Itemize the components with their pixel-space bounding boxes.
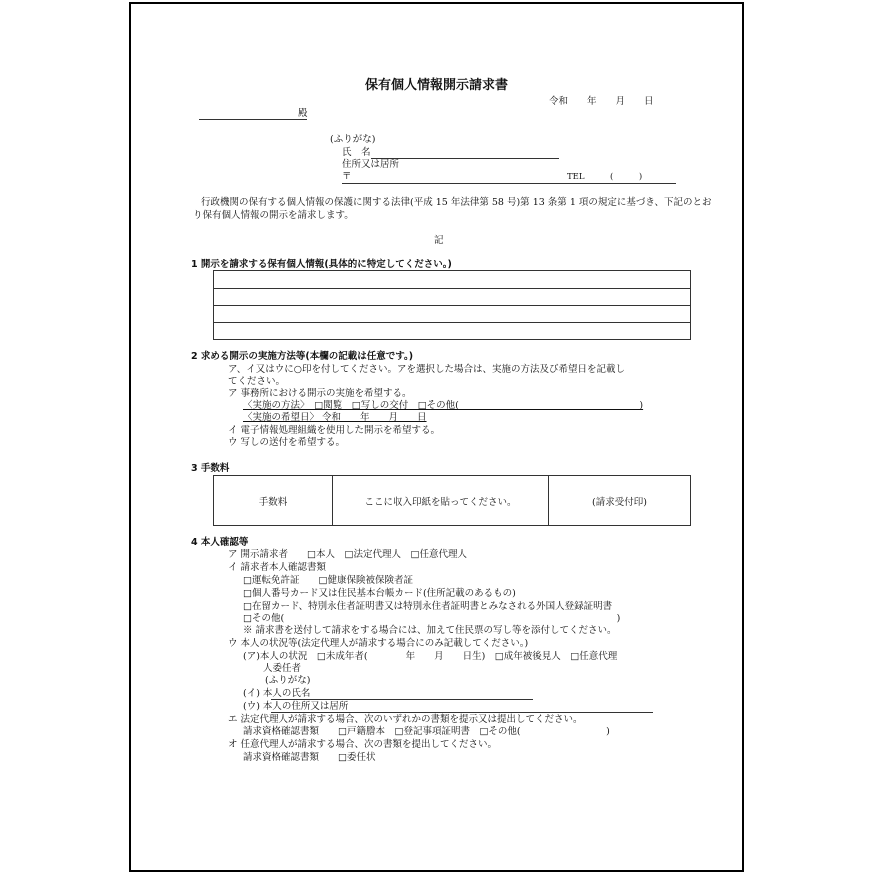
s4-line: (ふりがな) [265, 675, 311, 686]
furigana-label: (ふりがな) [330, 134, 376, 145]
s4-line: □個人番号カード又は住民基本台帳カード(住所記載のあるもの) [243, 588, 516, 599]
s4-line: イ 請求者本人確認書類 [228, 562, 327, 573]
option-a-date: 〈実施の希望日〉 令和 年 月 日 [243, 412, 427, 423]
s4-line: ※ 請求書を送付して請求をする場合には、加えて住民票の写し等を添付してください。 [243, 625, 617, 636]
addressee-line [199, 119, 307, 120]
info-row-line [214, 305, 690, 306]
s4-line: 請求資格確認書類 □戸籍謄本 □登記事項証明書 □その他( ) [243, 726, 610, 737]
info-row-line [214, 322, 690, 323]
principal-address-line [271, 712, 653, 713]
date-line: 令和 年 月 日 [549, 96, 654, 107]
section4-heading: 4 本人確認等 [191, 537, 249, 548]
section2-heading: 2 求める開示の実施方法等(本欄の記載は任意です。) [191, 351, 414, 362]
s4-line: エ 法定代理人が請求する場合、次のいずれかの書類を提示又は提出してください。 [228, 714, 583, 725]
option-a-method: 〈実施の方法〉 □閲覧 □写しの交付 □その他( ) [243, 400, 644, 411]
stamp-cell: ここに収入印紙を貼ってください。 [333, 476, 549, 525]
fee-cell: 手数料 [214, 476, 333, 525]
document-page [129, 2, 744, 872]
s4-line: □在留カード、特別永住者証明書又は特別永住者証明書とみなされる外国人登録証明書 [243, 601, 613, 612]
section1-heading: 1 開示を請求する保有個人情報(具体的に特定してください。) [191, 259, 452, 270]
s4-line: (ア)本人の状況 □未成年者( 年 月 日生) □成年被後見人 □任意代理 [243, 651, 618, 662]
section3-heading: 3 手数料 [191, 463, 230, 474]
option-a: ア 事務所における開示の実施を希望する。 [228, 388, 412, 399]
s4-line: □その他( ) [243, 613, 621, 624]
option-u: ウ 写しの送付を希望する。 [228, 437, 346, 448]
info-table [213, 270, 691, 340]
s4-line: 人委任者 [263, 663, 302, 674]
s4-line: オ 任意代理人が請求する場合、次の書類を提出してください。 [228, 739, 498, 750]
option-i: イ 電子情報処理組織を使用した開示を希望する。 [228, 425, 441, 436]
intro-text: 行政機関の保有する個人情報の保護に関する法律(平成 15 年法律第 58 号)第 13 条第 1 項の規定に基づき、下記のとおり保有個人情報の開示を請求します。 [193, 197, 712, 221]
s4-line: 請求資格確認書類 □委任状 [243, 752, 376, 763]
s4-line: (ウ) 本人の住所又は居所 [243, 701, 349, 712]
tel-label: TEL ( ) [567, 172, 643, 182]
ki-mark: 記 [434, 235, 444, 246]
name-label: 氏 名 [342, 147, 371, 158]
s4-line: (イ) 本人の氏名 [243, 688, 311, 699]
document-title: 保有個人情報開示請求書 [364, 78, 508, 93]
postal-mark: 〒 [342, 171, 352, 182]
s4-line: ウ 本人の状況等(法定代理人が請求する場合にのみ記載してください。) [228, 638, 529, 649]
info-row-line [214, 288, 690, 289]
receipt-cell: (請求受付印) [592, 496, 647, 508]
fee-table [213, 475, 691, 526]
s4-line: □運転免許証 □健康保険被保険者証 [243, 575, 413, 586]
section2-note-1: ア、イ又はウに○印を付してください。アを選択した場合は、実施の方法及び希望日を記載し [228, 364, 626, 375]
name-line [371, 158, 559, 159]
address-line [342, 183, 676, 184]
principal-name-line [271, 699, 533, 700]
s4-line: ア 開示請求者 □本人 □法定代理人 □任意代理人 [228, 549, 467, 560]
address-label: 住所又は居所 [342, 159, 400, 170]
addressee-suffix: 殿 [298, 108, 308, 119]
section2-note-2: てください。 [228, 376, 286, 387]
